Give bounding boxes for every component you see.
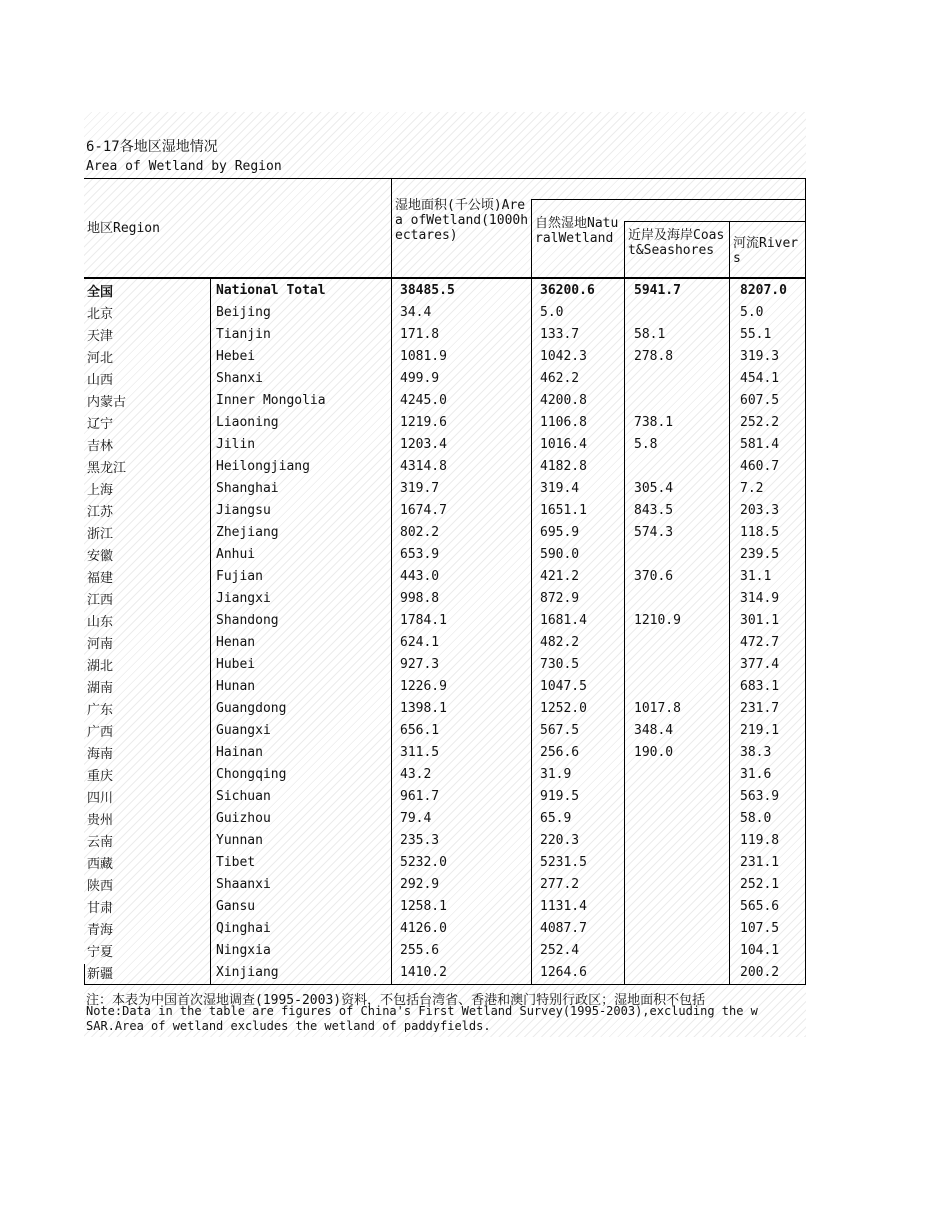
natural-wetland-cell: 36200.6: [540, 282, 595, 298]
wetland-area-cell: 927.3: [400, 656, 440, 672]
region-en-cell: Qinghai: [216, 920, 271, 936]
wetland-area-cell: 443.0: [400, 568, 440, 584]
table-row: [84, 851, 813, 873]
rivers-cell: 472.7: [740, 634, 780, 650]
coast-cell: [631, 939, 737, 961]
natural-wetland-cell: 256.6: [540, 744, 580, 760]
rivers-cell: 454.1: [740, 370, 780, 386]
rivers-cell: 31.6: [740, 766, 772, 782]
rivers-cell: 107.5: [740, 920, 780, 936]
region-cn-cell: 四川: [87, 790, 114, 806]
wetland-area-cell: 1674.7: [400, 502, 447, 518]
rivers-cell: 58.0: [740, 810, 772, 826]
region-en-cell: Heilongjiang: [216, 458, 310, 474]
wetland-area-cell: 79.4: [400, 810, 432, 826]
natural-wetland-cell: 919.5: [540, 788, 580, 804]
natural-wetland-cell: 421.2: [540, 568, 580, 584]
coast-cell: 348.4: [634, 722, 674, 738]
coast-cell: 190.0: [634, 744, 674, 760]
region-en-cell: National Total: [216, 282, 326, 298]
region-en-cell: Shaanxi: [216, 876, 271, 892]
rivers-cell: 8207.0: [740, 282, 787, 298]
coast-cell: [631, 301, 737, 323]
region-cn-cell: 湖北: [87, 658, 114, 674]
natural-wetland-cell: 252.4: [540, 942, 580, 958]
wetland-area-cell: 1219.6: [400, 414, 447, 430]
region-en-cell: Shanxi: [216, 370, 263, 386]
region-cn-cell: 广东: [87, 702, 114, 718]
natural-wetland-cell: 4200.8: [540, 392, 587, 408]
table-row: [84, 455, 813, 477]
rivers-cell: 252.2: [740, 414, 780, 430]
table-row: [84, 741, 813, 763]
rivers-cell: 301.1: [740, 612, 780, 628]
region-cn-cell: 河北: [87, 350, 114, 366]
natural-wetland-cell: 1131.4: [540, 898, 587, 914]
region-cn-cell: 辽宁: [87, 416, 114, 432]
table-title-en: Area of Wetland by Region: [86, 159, 282, 174]
table-row: [84, 477, 813, 499]
wetland-area-cell: 1410.2: [400, 964, 447, 980]
wetland-area-cell: 292.9: [400, 876, 440, 892]
wetland-area-cell: 802.2: [400, 524, 440, 540]
rivers-cell: 104.1: [740, 942, 780, 958]
region-cn-cell: 宁夏: [87, 944, 114, 960]
table-row: [84, 323, 813, 345]
region-cn-cell: 甘肃: [87, 900, 114, 916]
region-cn-cell: 上海: [87, 482, 114, 498]
wetland-area-cell: 319.7: [400, 480, 440, 496]
region-cn-cell: 全国: [87, 284, 114, 300]
wetland-area-cell: 961.7: [400, 788, 440, 804]
table-row: [84, 543, 813, 565]
table-row: [84, 939, 813, 961]
natural-wetland-cell: 319.4: [540, 480, 580, 496]
wetland-area-cell: 5232.0: [400, 854, 447, 870]
header-rivers: 河流Rivers: [733, 236, 799, 266]
table-row: [84, 785, 813, 807]
header-wetland-area: 湿地面积(千公顷)Area ofWetland(1000hectares): [395, 198, 529, 243]
coast-cell: [631, 873, 737, 895]
table-row: [84, 433, 813, 455]
region-cn-cell: 江西: [87, 592, 114, 608]
wetland-area-cell: 499.9: [400, 370, 440, 386]
coast-cell: 305.4: [634, 480, 674, 496]
region-en-cell: Hunan: [216, 678, 256, 694]
rivers-cell: 581.4: [740, 436, 780, 452]
coast-cell: [631, 631, 737, 653]
wetland-area-cell: 656.1: [400, 722, 440, 738]
rivers-cell: 219.1: [740, 722, 780, 738]
coast-cell: [631, 455, 737, 477]
wetland-area-cell: 235.3: [400, 832, 440, 848]
rivers-cell: 563.9: [740, 788, 780, 804]
table-row: [84, 345, 813, 367]
natural-wetland-cell: 5231.5: [540, 854, 587, 870]
rivers-cell: 377.4: [740, 656, 780, 672]
natural-wetland-cell: 31.9: [540, 766, 572, 782]
coast-cell: 5941.7: [634, 282, 681, 298]
rivers-cell: 231.7: [740, 700, 780, 716]
coast-cell: [631, 389, 737, 411]
note-cn: 注：本表为中国首次湿地调查(1995-2003)资料，不包括台湾省、香港和澳门特别行政区；湿地面积不包括: [86, 993, 706, 1008]
region-cn-cell: 安徽: [87, 548, 114, 564]
header-top-rule: [84, 178, 806, 179]
table-row: [84, 917, 813, 939]
region-cn-cell: 福建: [87, 570, 114, 586]
table-row: [84, 411, 813, 433]
coast-cell: [631, 367, 737, 389]
region-en-cell: Xinjiang: [216, 964, 279, 980]
natural-wetland-cell: 65.9: [540, 810, 572, 826]
region-en-cell: Hainan: [216, 744, 263, 760]
region-cn-cell: 黑龙江: [87, 460, 127, 476]
region-cn-cell: 天津: [87, 328, 114, 344]
wetland-area-cell: 34.4: [400, 304, 432, 320]
region-en-cell: Guizhou: [216, 810, 271, 826]
natural-wetland-cell: 567.5: [540, 722, 580, 738]
table-bottom-rule: [84, 984, 806, 985]
region-cn-cell: 贵州: [87, 812, 114, 828]
rivers-cell: 231.1: [740, 854, 780, 870]
region-cn-cell: 吉林: [87, 438, 114, 454]
region-en-cell: Jiangsu: [216, 502, 271, 518]
region-cn-cell: 湖南: [87, 680, 114, 696]
rivers-cell: 252.1: [740, 876, 780, 892]
region-en-cell: Beijing: [216, 304, 271, 320]
wetland-area-cell: 255.6: [400, 942, 440, 958]
natural-wetland-cell: 1252.0: [540, 700, 587, 716]
natural-wetland-cell: 482.2: [540, 634, 580, 650]
table-row: [84, 895, 813, 917]
rivers-cell: 38.3: [740, 744, 772, 760]
region-en-cell: Sichuan: [216, 788, 271, 804]
region-cn-cell: 河南: [87, 636, 114, 652]
natural-wetland-cell: 133.7: [540, 326, 580, 342]
rivers-cell: 683.1: [740, 678, 780, 694]
table-row: [84, 609, 813, 631]
rivers-cell: 118.5: [740, 524, 780, 540]
table-row: [84, 829, 813, 851]
natural-wetland-cell: 220.3: [540, 832, 580, 848]
rivers-cell: 565.6: [740, 898, 780, 914]
wetland-area-cell: 1784.1: [400, 612, 447, 628]
region-cn-cell: 海南: [87, 746, 114, 762]
table-row: [84, 763, 813, 785]
region-en-cell: Inner Mongolia: [216, 392, 326, 408]
region-cn-cell: 云南: [87, 834, 114, 850]
coast-cell: [631, 917, 737, 939]
coast-cell: 1017.8: [634, 700, 681, 716]
region-en-cell: Guangxi: [216, 722, 271, 738]
header-coast: 近岸及海岸Coast&Seashores: [628, 228, 725, 258]
region-en-cell: Shandong: [216, 612, 279, 628]
table-row: [84, 653, 813, 675]
table-row: [84, 279, 813, 301]
wetland-area-cell: 4126.0: [400, 920, 447, 936]
natural-wetland-cell: 1047.5: [540, 678, 587, 694]
table-row: [84, 697, 813, 719]
region-en-cell: Guangdong: [216, 700, 287, 716]
natural-wetland-cell: 277.2: [540, 876, 580, 892]
header-region: 地区Region: [87, 221, 160, 236]
wetland-area-cell: 1203.4: [400, 436, 447, 452]
subcolumn-rule: [624, 221, 806, 222]
table-row: [84, 675, 813, 697]
coast-cell: 278.8: [634, 348, 674, 364]
wetland-area-cell: 4245.0: [400, 392, 447, 408]
coast-cell: [631, 543, 737, 565]
coast-cell: 5.8: [634, 436, 658, 452]
coast-cell: [631, 961, 737, 983]
coast-cell: [631, 653, 737, 675]
rivers-cell: 203.3: [740, 502, 780, 518]
natural-wetland-cell: 872.9: [540, 590, 580, 606]
region-en-cell: Fujian: [216, 568, 263, 584]
region-en-cell: Ningxia: [216, 942, 271, 958]
natural-wetland-cell: 1681.4: [540, 612, 587, 628]
rivers-cell: 31.1: [740, 568, 772, 584]
table-row: [84, 367, 813, 389]
coast-cell: [631, 895, 737, 917]
rivers-cell: 55.1: [740, 326, 772, 342]
natural-wetland-cell: 462.2: [540, 370, 580, 386]
table-row: [84, 565, 813, 587]
region-en-cell: Hubei: [216, 656, 256, 672]
region-cn-cell: 新疆: [87, 966, 114, 982]
natural-group-rule: [532, 199, 806, 200]
region-en-cell: Jilin: [216, 436, 256, 452]
wetland-area-cell: 38485.5: [400, 282, 455, 298]
natural-wetland-cell: 1264.6: [540, 964, 587, 980]
table-row: [84, 719, 813, 741]
region-cn-cell: 广西: [87, 724, 114, 740]
wetland-area-cell: 998.8: [400, 590, 440, 606]
region-en-cell: Hebei: [216, 348, 256, 364]
table-row: [84, 807, 813, 829]
wetland-area-cell: 43.2: [400, 766, 432, 782]
region-en-cell: Jiangxi: [216, 590, 271, 606]
natural-wetland-cell: 1016.4: [540, 436, 587, 452]
coast-cell: [631, 851, 737, 873]
natural-wetland-cell: 4087.7: [540, 920, 587, 936]
region-en-cell: Yunnan: [216, 832, 263, 848]
region-en-cell: Shanghai: [216, 480, 279, 496]
natural-wetland-cell: 5.0: [540, 304, 564, 320]
table-row: [84, 301, 813, 323]
rivers-cell: 239.5: [740, 546, 780, 562]
coast-cell: 58.1: [634, 326, 666, 342]
region-cn-cell: 重庆: [87, 768, 114, 784]
wetland-area-cell: 624.1: [400, 634, 440, 650]
wetland-area-cell: 1226.9: [400, 678, 447, 694]
region-en-cell: Henan: [216, 634, 256, 650]
wetland-area-cell: 1398.1: [400, 700, 447, 716]
region-en-cell: Gansu: [216, 898, 256, 914]
rivers-cell: 7.2: [740, 480, 764, 496]
rivers-cell: 460.7: [740, 458, 780, 474]
coast-cell: 574.3: [634, 524, 674, 540]
natural-wetland-cell: 4182.8: [540, 458, 587, 474]
region-cn-cell: 内蒙古: [87, 394, 127, 410]
region-en-cell: Zhejiang: [216, 524, 279, 540]
table-row: [84, 961, 813, 983]
region-cn-cell: 山东: [87, 614, 114, 630]
coast-cell: [631, 675, 737, 697]
header-natural-wetland: 自然湿地NaturalWetland: [535, 216, 619, 246]
natural-wetland-cell: 1042.3: [540, 348, 587, 364]
note-en-line1: Note:Data in the table are figures of China's First Wetland Survey(1995-2003),excluding the w: [86, 1004, 758, 1018]
rivers-cell: 200.2: [740, 964, 780, 980]
wetland-area-cell: 4314.8: [400, 458, 447, 474]
rivers-cell: 5.0: [740, 304, 764, 320]
natural-wetland-cell: 1106.8: [540, 414, 587, 430]
coast-cell: [631, 785, 737, 807]
region-en-cell: Anhui: [216, 546, 256, 562]
table-row: [84, 521, 813, 543]
region-en-cell: Chongqing: [216, 766, 287, 782]
region-en-cell: Tianjin: [216, 326, 271, 342]
rivers-cell: 319.3: [740, 348, 780, 364]
wetland-area-cell: 311.5: [400, 744, 440, 760]
table-row: [84, 631, 813, 653]
natural-wetland-cell: 590.0: [540, 546, 580, 562]
natural-wetland-cell: 1651.1: [540, 502, 587, 518]
rivers-cell: 314.9: [740, 590, 780, 606]
region-en-cell: Liaoning: [216, 414, 279, 430]
region-cn-cell: 北京: [87, 306, 114, 322]
coast-cell: [631, 587, 737, 609]
rivers-cell: 119.8: [740, 832, 780, 848]
coast-cell: 738.1: [634, 414, 674, 430]
coast-cell: [631, 807, 737, 829]
wetland-area-cell: 1081.9: [400, 348, 447, 364]
region-en-cell: Tibet: [216, 854, 256, 870]
coast-cell: 1210.9: [634, 612, 681, 628]
wetland-area-cell: 653.9: [400, 546, 440, 562]
coast-cell: 370.6: [634, 568, 674, 584]
table-body: [84, 279, 813, 983]
region-cn-cell: 青海: [87, 922, 114, 938]
coast-cell: [631, 829, 737, 851]
table-row: [84, 873, 813, 895]
region-cn-cell: 江苏: [87, 504, 114, 520]
table-title-cn: 6-17各地区湿地情况: [86, 139, 218, 155]
table-row: [84, 499, 813, 521]
coast-cell: [631, 763, 737, 785]
natural-wetland-cell: 730.5: [540, 656, 580, 672]
note-en-line2: SAR.Area of wetland excludes the wetland of paddyfields.: [86, 1019, 491, 1032]
region-cn-cell: 陕西: [87, 878, 114, 894]
wetland-area-cell: 1258.1: [400, 898, 447, 914]
table-row: [84, 389, 813, 411]
table-row: [84, 587, 813, 609]
wetland-table: [84, 279, 813, 983]
coast-cell: 843.5: [634, 502, 674, 518]
natural-wetland-cell: 695.9: [540, 524, 580, 540]
wetland-area-cell: 171.8: [400, 326, 440, 342]
rivers-cell: 607.5: [740, 392, 780, 408]
region-cn-cell: 浙江: [87, 526, 114, 542]
region-cn-cell: 山西: [87, 372, 114, 388]
region-cn-cell: 西藏: [87, 856, 114, 872]
